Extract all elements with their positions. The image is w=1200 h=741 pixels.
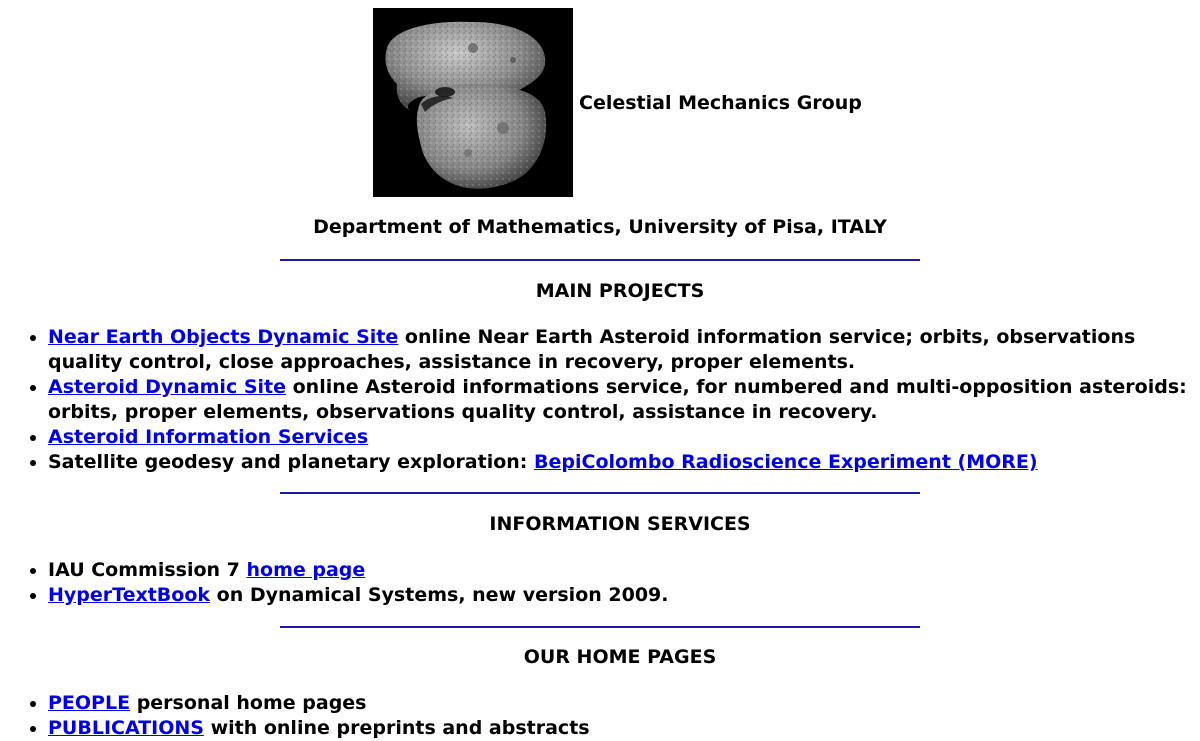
main-projects-list — [0, 325, 1193, 475]
list-item-text: on Dynamical Systems, new version 2009. — [210, 584, 669, 606]
list-item — [48, 583, 1193, 608]
list-item — [48, 375, 1193, 425]
iau-home-page-link[interactable]: home page — [246, 559, 366, 581]
header — [373, 8, 862, 197]
group-title: Celestial Mechanics Group — [579, 91, 862, 114]
department-line: Department of Mathematics, University of Pisa, ITALY — [313, 216, 887, 238]
divider — [280, 492, 920, 494]
list-item — [48, 558, 1193, 583]
home-pages-list — [0, 691, 1193, 741]
list-item-text: online Asteroid informations service, for numbered and multi-opposition asteroids: orbits, proper elements, observations quality control, assistance in recovery. — [48, 376, 1187, 423]
list-item-text: online Near Earth Asteroid information service; orbits, observations quality control, close approaches, assistance in recovery, proper elements. — [48, 326, 1136, 373]
list-item-text: Satellite geodesy and planetary exploration: — [48, 451, 535, 473]
list-item — [48, 691, 1193, 716]
bepicolombo-link[interactable]: BepiColombo Radioscience Experiment (MORE) — [534, 451, 1038, 473]
list-item — [48, 425, 1193, 450]
list-item — [48, 716, 1193, 741]
asteroid-dynamic-site-link[interactable]: Asteroid Dynamic Site — [48, 376, 286, 398]
neo-dynamic-site-link[interactable]: Near Earth Objects Dynamic Site — [48, 326, 399, 348]
list-item — [48, 450, 1193, 475]
list-item-text: personal home pages — [130, 692, 367, 714]
home-pages-heading: OUR HOME PAGES — [523, 646, 717, 668]
divider — [280, 626, 920, 628]
asteroid-information-services-link[interactable]: Asteroid Information Services — [48, 426, 369, 448]
publications-link[interactable]: PUBLICATIONS — [48, 717, 204, 739]
information-services-list — [0, 558, 1193, 608]
people-link[interactable]: PEOPLE — [48, 692, 131, 714]
hypertextbook-link[interactable]: HyperTextBook — [48, 584, 211, 606]
list-item-text: with online preprints and abstracts — [203, 717, 590, 739]
main-projects-heading: MAIN PROJECTS — [535, 280, 705, 302]
list-item-text: IAU Commission 7 — [48, 559, 247, 581]
asteroid-image — [373, 8, 573, 197]
information-services-heading: INFORMATION SERVICES — [489, 513, 751, 535]
divider — [280, 259, 920, 261]
list-item — [48, 325, 1193, 375]
